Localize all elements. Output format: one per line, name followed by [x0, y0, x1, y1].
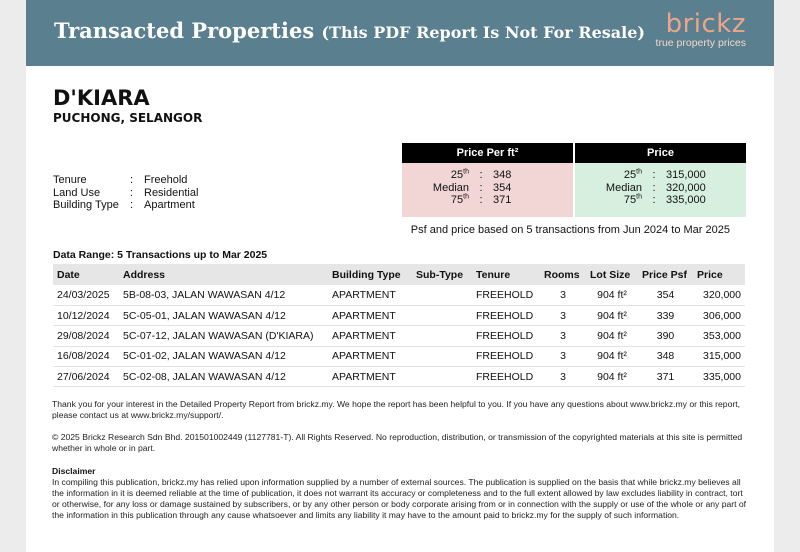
data-range: Data Range: 5 Transactions up to Mar 2025 [53, 249, 268, 261]
stat-row-75th: 75th : 335,000 [575, 194, 746, 207]
cell-lot-size: 904 ft² [586, 305, 638, 325]
stat-value: 371 [493, 194, 512, 206]
brand-tagline: true property prices [655, 37, 746, 49]
cell-tenure: FREEHOLD [472, 367, 540, 387]
stat-label: 25th [450, 168, 469, 181]
cell-rooms: 3 [540, 285, 586, 305]
stat-label: 75th [623, 193, 642, 206]
stat-label: 75th [450, 193, 469, 206]
stat-value: 320,000 [666, 181, 706, 194]
cell-rooms: 3 [540, 305, 586, 325]
price-per-ft-box [402, 143, 573, 217]
cell-building-type: APARTMENT [328, 346, 412, 366]
cell-tenure: FREEHOLD [472, 326, 540, 346]
stat-label: 25th [623, 168, 642, 181]
table-row [53, 285, 745, 305]
cell-sub-type [412, 367, 472, 387]
cell-price: 335,000 [693, 367, 745, 387]
brand-logo [656, 10, 746, 49]
disclaimer-text: In compiling this publication, brickz.my has relied upon information supplied by a number of external sources. The publication is supplied on the basis that while brickz.my believes all the information in it is deemed reliable at the time of publication, it does not warrant its accuracy or completeness and to the full extent allowed by law excludes liability in contract, tort or otherwise, for any loss or damage sustained by subscribers, or by any other person or body corporate arising from or in connection with the supply or use of the whole or any part of the information in this publication through any cause whatsoever and limits any liability it may have to the amount paid to brickz.my for the supply of such information. [52, 477, 747, 520]
report-title [54, 18, 645, 43]
stat-row-75th: 75th : 371 [402, 194, 573, 207]
info-label: Building Type [53, 199, 119, 211]
cell-building-type: APARTMENT [328, 305, 412, 325]
cell-price: 315,000 [693, 346, 745, 366]
col-building-type: Building Type [328, 264, 412, 285]
price-per-ft-stats [402, 163, 573, 217]
col-sub-type: Sub-Type [412, 264, 472, 285]
project-name: D'KIARA [53, 86, 150, 110]
cell-rooms: 3 [540, 367, 586, 387]
cell-tenure: FREEHOLD [472, 285, 540, 305]
stat-row-median: Median : 320,000 [575, 182, 746, 195]
stat-row-25th: 25th : 315,000 [575, 169, 746, 182]
cell-price-psf: 354 [638, 285, 693, 305]
cell-price: 306,000 [693, 305, 745, 325]
col-price: Price [693, 264, 745, 285]
project-location: PUCHONG, SELANGOR [53, 111, 203, 125]
table-row [53, 326, 745, 346]
price-title: Price [575, 143, 746, 163]
cell-address: 5B-08-03, JALAN WAWASAN 4/12 [119, 285, 328, 305]
info-value: Apartment [144, 199, 195, 211]
cell-sub-type [412, 346, 472, 366]
info-row-land-use [53, 187, 198, 200]
table-row [53, 367, 745, 387]
cell-building-type: APARTMENT [328, 367, 412, 387]
table-row [53, 305, 745, 325]
cell-price: 353,000 [693, 326, 745, 346]
col-address: Address [119, 264, 328, 285]
cell-price-psf: 390 [638, 326, 693, 346]
info-label: Land Use [53, 186, 101, 199]
cell-address: 5C-02-08, JALAN WAWASAN 4/12 [119, 367, 328, 387]
stat-row-median: Median : 354 [402, 182, 573, 195]
report-body [26, 66, 774, 552]
cell-price-psf: 371 [638, 367, 693, 387]
report-header [26, 0, 774, 66]
col-price-psf: Price Psf [638, 264, 693, 285]
disclaimer-section [52, 466, 752, 521]
price-box [575, 143, 746, 217]
col-tenure: Tenure [472, 264, 540, 285]
info-colon: : [130, 199, 134, 211]
cell-sub-type [412, 305, 472, 325]
stat-value: 348 [493, 169, 512, 181]
cell-date: 29/08/2024 [53, 326, 119, 346]
info-colon: : [130, 186, 134, 199]
cell-lot-size: 904 ft² [586, 326, 638, 346]
cell-date: 16/08/2024 [53, 346, 119, 366]
info-label: Tenure [53, 174, 87, 186]
info-row-tenure [53, 174, 198, 187]
info-value: Freehold [144, 174, 188, 186]
cell-building-type: APARTMENT [328, 326, 412, 346]
price-stats [575, 163, 746, 217]
cell-price-psf: 339 [638, 305, 693, 325]
page-margin-left [0, 0, 26, 552]
project-info [53, 174, 198, 212]
cell-rooms: 3 [540, 326, 586, 346]
cell-sub-type [412, 285, 472, 305]
cell-price: 320,000 [693, 285, 745, 305]
disclaimer-title: Disclaimer [52, 466, 96, 476]
cell-date: 24/03/2025 [53, 285, 119, 305]
stats-note: Psf and price based on 5 transactions from Jun 2024 to Mar 2025 [410, 224, 730, 236]
cell-tenure: FREEHOLD [472, 346, 540, 366]
cell-address: 5C-07-12, JALAN WAWASAN (D'KIARA) [119, 326, 328, 346]
cell-date: 27/06/2024 [53, 367, 119, 387]
cell-tenure: FREEHOLD [472, 305, 540, 325]
cell-building-type: APARTMENT [328, 285, 412, 305]
cell-sub-type [412, 326, 472, 346]
stat-value: 315,000 [666, 169, 706, 181]
price-per-ft-title: Price Per ft² [402, 143, 573, 163]
cell-address: 5C-05-01, JALAN WAWASAN 4/12 [119, 305, 328, 325]
info-colon: : [130, 174, 134, 186]
table-header-row [53, 264, 745, 285]
cell-rooms: 3 [540, 346, 586, 366]
cell-lot-size: 904 ft² [586, 367, 638, 387]
stat-value: 335,000 [666, 194, 706, 206]
cell-price-psf: 348 [638, 346, 693, 366]
table-row [53, 346, 745, 366]
col-lot-size: Lot Size [586, 264, 638, 285]
thank-you-note: Thank you for your interest in the Detailed Property Report from brickz.my. We hope the report has been helpful to you. If you have any questions about www.brickz.my or this report, please contact us at www.brickz.my/support/. [52, 399, 740, 420]
report-title-main: Transacted Properties [54, 18, 315, 43]
col-date: Date [53, 264, 119, 285]
copyright-notice: © 2025 Brickz Research Sdn Bhd. 201501002449 (1127781-T). All Rights Reserved. No reproduction, distribution, or transmission of the copyrighted materials at this site is permitted whether in whole or in part. [52, 432, 743, 453]
report-title-sub: (This PDF Report Is Not For Resale) [321, 23, 645, 42]
col-rooms: Rooms [540, 264, 586, 285]
cell-address: 5C-01-02, JALAN WAWASAN 4/12 [119, 346, 328, 366]
stat-row-25th: 25th : 348 [402, 169, 573, 182]
page-margin-right [774, 0, 800, 552]
info-value: Residential [144, 186, 199, 199]
stat-value: 354 [493, 181, 512, 194]
info-row-building-type [53, 199, 198, 212]
brand-name: brickz [665, 9, 746, 39]
transactions-table [53, 264, 745, 387]
stat-label: Median [432, 181, 469, 194]
cell-lot-size: 904 ft² [586, 285, 638, 305]
stat-label: Median [605, 181, 642, 194]
cell-date: 10/12/2024 [53, 305, 119, 325]
cell-lot-size: 904 ft² [586, 346, 638, 366]
